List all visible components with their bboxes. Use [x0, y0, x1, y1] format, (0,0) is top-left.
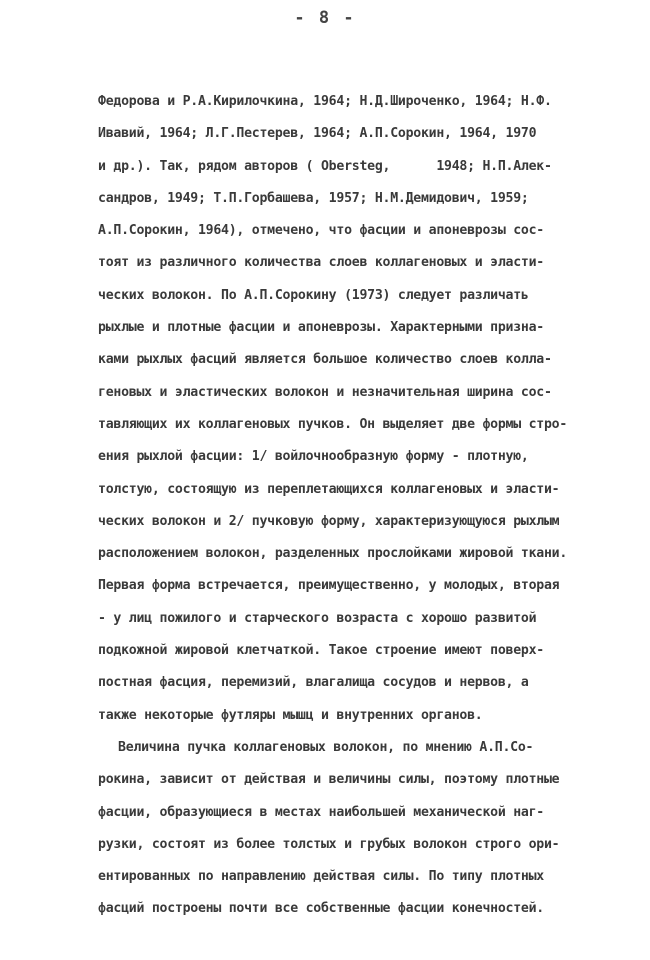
text-line: ентированных по направлению действая силы. По типу плотных [98, 869, 544, 885]
text-line: сандров, 1949; Т.П.Горбашева, 1957; Н.М.Демидович, 1959; [98, 190, 529, 206]
text-line: ческих волокон и 2/ пучковую форму, характеризующуюся рыхлым [98, 513, 560, 529]
text-line: ения рыхлой фасции: 1/ войлочнообразную форму - плотную, [98, 449, 529, 465]
text-line: рузки, состоят из более толстых и грубых волокон строго ори- [98, 836, 560, 852]
text-line: фасции, образующиеся в местах наибольшей механической наг- [98, 804, 544, 820]
text-line: А.П.Сорокин, 1964), отмечено, что фасции и апоневрозы сос- [98, 223, 544, 239]
text-line: рыхлые и плотные фасции и апоневрозы. Характерными призна- [98, 320, 544, 336]
page-number: - 8 - [294, 8, 356, 28]
text-line: тавляющих их коллагеновых пучков. Он выделяет две формы стро- [98, 416, 568, 432]
text-line: ками рыхлых фасций является большое количество слоев колла- [98, 352, 552, 368]
text-line: толстую, состоящую из переплетающихся коллагеновых и эласти- [98, 481, 560, 497]
text-line: расположением волокон, разделенных прослойками жировой ткани. [98, 546, 568, 562]
text-line: постная фасция, перемизий, влагалища сосудов и нервов, а [98, 675, 529, 691]
text-line: ческих волокон. По А.П.Сорокину (1973) следует различать [98, 287, 529, 303]
body-text [98, 86, 598, 926]
text-line: и др.). Так, рядом авторов ( Obersteg, 1948; Н.П.Алек- [98, 158, 552, 174]
text-line: - у лиц пожилого и старческого возраста с хорошо развитой [98, 610, 537, 626]
text-line: тоят из различного количества слоев коллагеновых и эласти- [98, 255, 544, 271]
text-line: фасций построены почти все собственные фасции конечностей. [98, 901, 544, 917]
text-line: также некоторые футляры мышц и внутренних органов. [98, 707, 483, 723]
text-line: Первая форма встречается, преимущественно, у молодых, вторая [98, 578, 560, 594]
text-line: подкожной жировой клетчаткой. Такое строение имеют поверх- [98, 643, 544, 659]
text-line: геновых и эластических волокон и незначительная ширина сос- [98, 384, 552, 400]
text-line: рокина, зависит от действая и величины силы, поэтому плотные [98, 772, 560, 788]
text-line: Федорова и Р.А.Кирилочкина, 1964; Н.Д.Широченко, 1964; Н.Ф. [98, 94, 552, 109]
text-line: Ивавий, 1964; Л.Г.Пестерев, 1964; А.П.Сорокин, 1964, 1970 [98, 126, 537, 142]
text-line: Величина пучка коллагеновых волокон, по мнению А.П.Со- [118, 739, 534, 755]
